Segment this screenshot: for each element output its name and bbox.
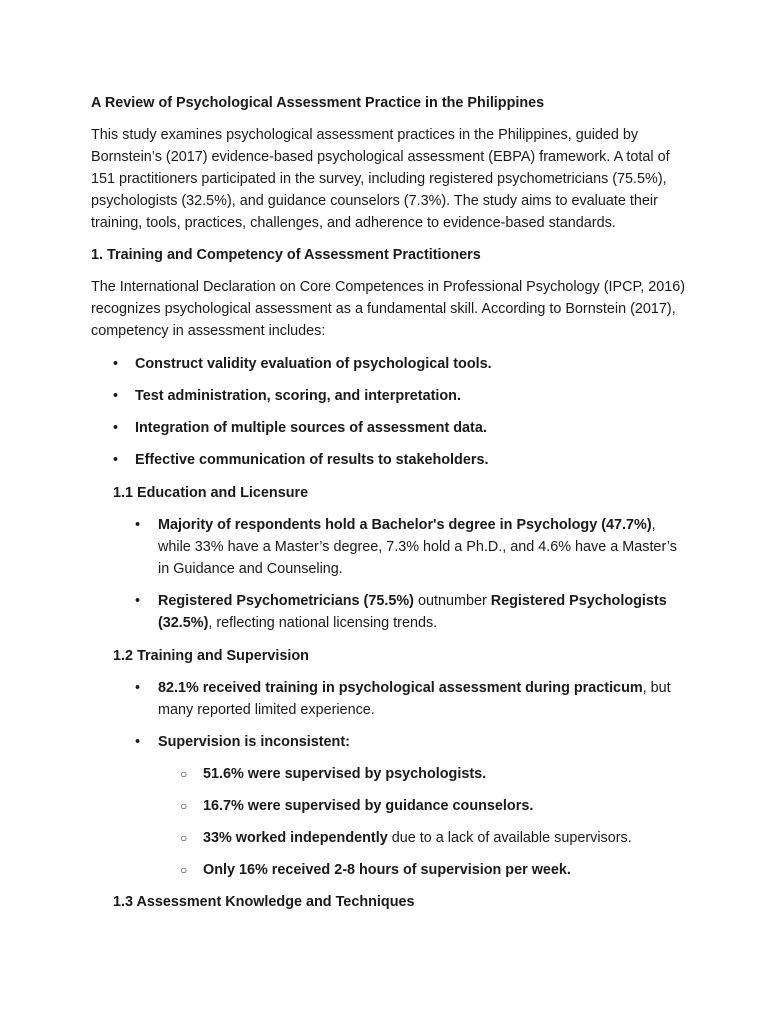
section-1-heading: 1. Training and Competency of Assessment Practitioners <box>91 247 481 263</box>
practicum-detail: , but many reported limited experience. <box>158 680 671 718</box>
bullet-icon: • <box>135 517 141 533</box>
competency-text: Effective communication of results to stakeholders. <box>135 452 489 468</box>
practicum-highlight: 82.1% received training in psychological assessment during practicum <box>158 680 643 696</box>
psychometricians-highlight: Registered Psychometricians (75.5%) <box>158 593 414 609</box>
document-title: A Review of Psychological Assessment Practice in the Philippines <box>91 95 545 111</box>
circle-bullet-icon: ○ <box>180 863 188 877</box>
bullet-icon: • <box>135 734 141 750</box>
bullet-icon: • <box>113 420 119 436</box>
supervision-subitem-text: Only 16% received 2-8 hours of supervision per week. <box>203 862 571 878</box>
section-1-1-heading: 1.1 Education and Licensure <box>113 485 309 501</box>
bullet-icon: • <box>113 452 119 468</box>
competency-text: Integration of multiple sources of assessment data. <box>135 420 487 436</box>
psychologists-highlight: Registered Psychologists (32.5%) <box>158 593 667 631</box>
licensure-detail: , reflecting national licensing trends. <box>208 615 438 631</box>
licensure-connector: outnumber <box>413 593 491 609</box>
section-1-3-heading: 1.3 Assessment Knowledge and Techniques <box>113 894 415 910</box>
independent-detail: due to a lack of available supervisors. <box>387 830 632 846</box>
bullet-icon: • <box>113 388 119 404</box>
section-1-2-heading: 1.2 Training and Supervision <box>113 648 309 664</box>
circle-bullet-icon: ○ <box>180 799 188 813</box>
bullet-icon: • <box>113 356 119 372</box>
education-highlight: Majority of respondents hold a Bachelor's degree in Psychology (47.7%) <box>158 517 652 533</box>
independent-highlight: 33% worked independently <box>203 830 388 846</box>
circle-bullet-icon: ○ <box>180 767 188 781</box>
competency-text: Test administration, scoring, and interpretation. <box>135 388 461 404</box>
education-text <box>158 514 678 580</box>
education-detail: , while 33% have a Master’s degree, 7.3% hold a Ph.D., and 4.6% have a Master’s in Guidance and Counseling. <box>158 517 677 577</box>
supervision-subitem-text <box>203 827 632 849</box>
competency-text: Construct validity evaluation of psychological tools. <box>135 356 492 372</box>
practicum-text <box>158 677 678 721</box>
supervision-text: Supervision is inconsistent: <box>158 734 350 750</box>
circle-bullet-icon: ○ <box>180 831 188 845</box>
bullet-icon: • <box>135 680 141 696</box>
competency-paragraph: The International Declaration on Core Competences in Professional Psychology (IPCP, 2016) recognizes psychological assessment as a fundamental skill. According to Bornstein (2017), competency in assessment includes: <box>91 279 686 339</box>
supervision-subitem-text: 51.6% were supervised by psychologists. <box>203 766 487 782</box>
licensure-text <box>158 590 678 634</box>
bullet-icon: • <box>135 593 141 609</box>
intro-paragraph: This study examines psychological assessment practices in the Philippines, guided by Bornstein’s (2017) evidence-based psychological assessment (EBPA) framework. A total of 151 practitioners participated in the survey, including registered psychometricians (75.5%), psychologists (32.5%), and guidance counselors (7.3%). The study aims to evaluate their training, tools, practices, challenges, and adherence to evidence-based standards. <box>91 127 670 231</box>
supervision-subitem-text: 16.7% were supervised by guidance counselors. <box>203 798 534 814</box>
